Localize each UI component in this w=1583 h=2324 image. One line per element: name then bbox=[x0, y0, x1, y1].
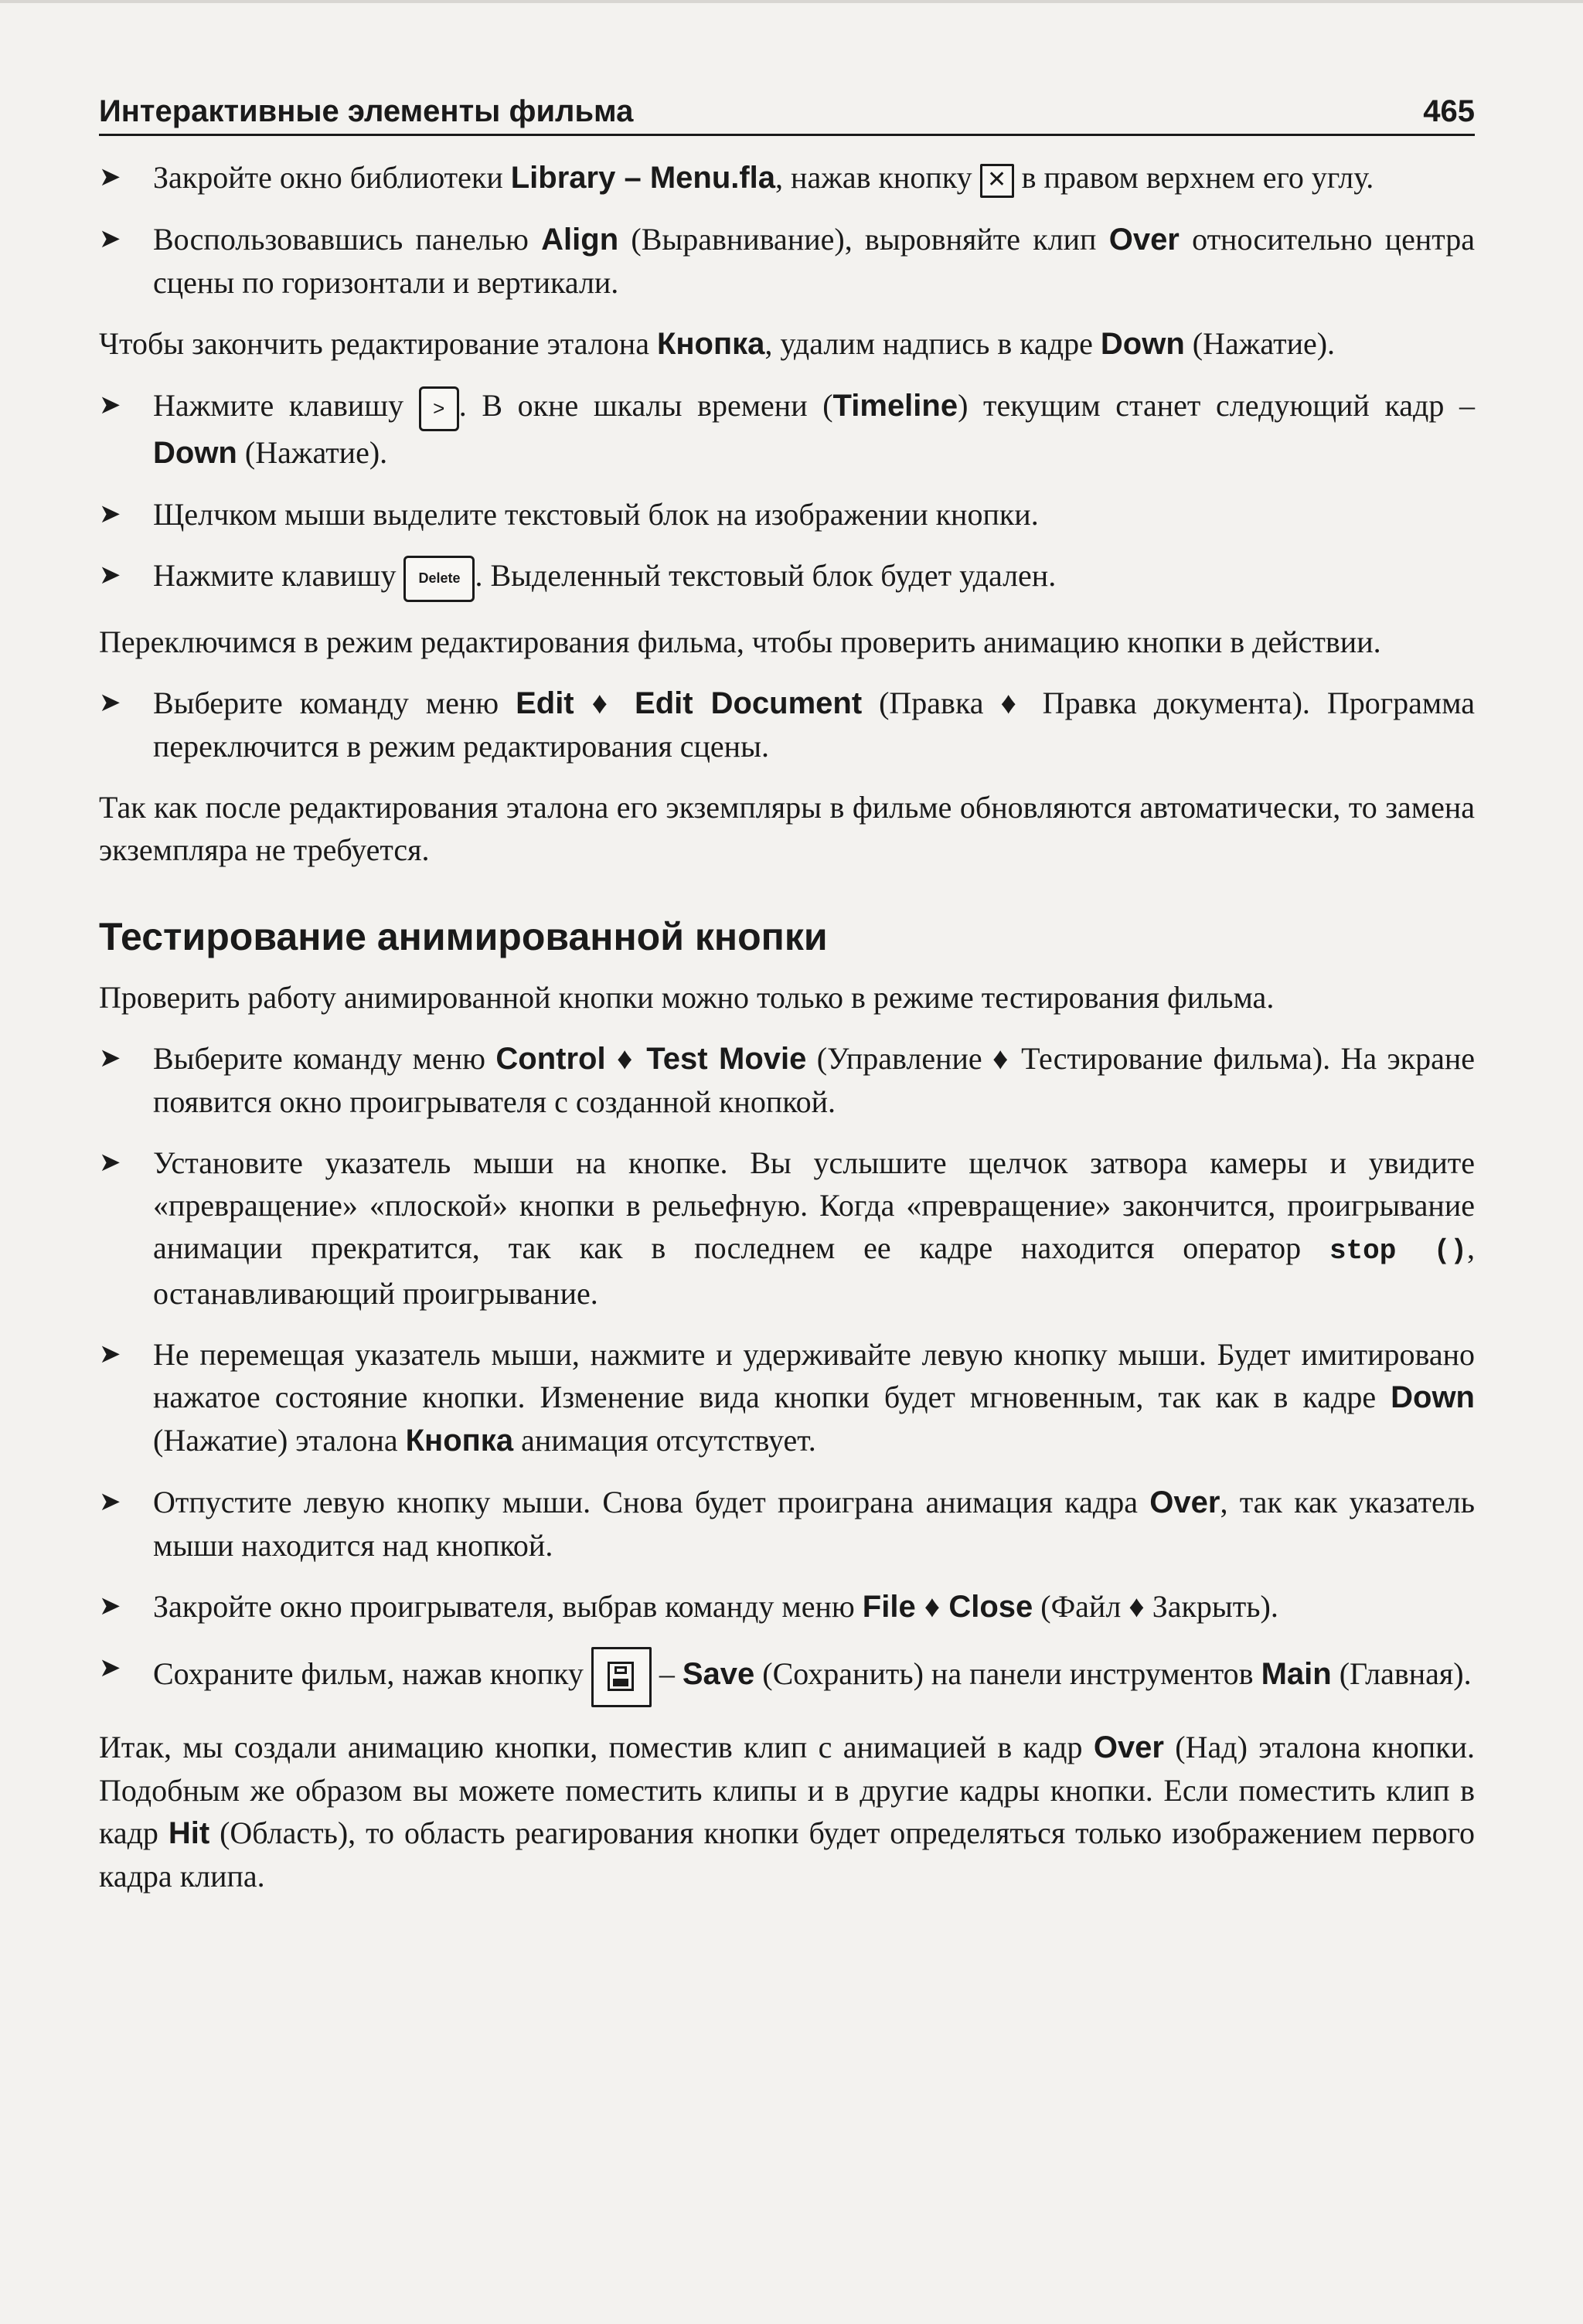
right-arrow-key-icon: > bbox=[419, 386, 459, 431]
list-item bbox=[99, 493, 1475, 536]
arrow-bullet-icon: ➤ bbox=[99, 559, 121, 590]
list-item bbox=[99, 1333, 1475, 1462]
page-content bbox=[99, 156, 1475, 1897]
list-item-text: Установите указатель мыши на кнопке. Вы услышите щелчок затвора камеры и увидите «превращение» «плоской» кнопки в рельефную. Когда «превращение» закончится, проигрывание анимации прекратится, так как в последнем ее кадре находится оператор stop (), останавливающий проигрывание. bbox=[153, 1145, 1476, 1311]
list-item-text: Закройте окно библиотеки Library – Menu.fla, нажав кнопку ✕ в правом верхнем его углу. bbox=[153, 156, 1475, 199]
list-item-text: Отпустите левую кнопку мыши. Снова будет проиграна анимация кадра Over, так как указатель мыши находится над кнопкой. bbox=[153, 1484, 1475, 1563]
list-item-text: Выберите команду меню Edit ♦ Edit Document (Правка ♦ Правка документа). Программа переключится в режим редактирования сцены. bbox=[153, 685, 1475, 764]
list-item bbox=[99, 1481, 1475, 1567]
arrow-bullet-icon: ➤ bbox=[99, 686, 121, 718]
arrow-bullet-icon: ➤ bbox=[99, 1146, 121, 1178]
arrow-bullet-icon: ➤ bbox=[99, 1485, 121, 1517]
list-item-text: Выберите команду меню Control ♦ Test Movie (Управление ♦ Тестирование фильма). На экране появится окно проигрывателя с созданной кнопкой. bbox=[153, 1040, 1475, 1119]
section-heading: Тестирование анимированной кнопки bbox=[99, 914, 828, 958]
paragraph: Переключимся в режим редактирования фильма, чтобы проверить анимацию кнопки в действии. bbox=[99, 624, 1381, 659]
chapter-title: Интерактивные элементы фильма bbox=[99, 94, 634, 128]
list-item-text: Нажмите клавишу Delete . Выделенный текстовый блок будет удален. bbox=[153, 554, 1475, 602]
arrow-bullet-icon: ➤ bbox=[99, 1652, 121, 1683]
arrow-bullet-icon: ➤ bbox=[99, 498, 121, 529]
list-item bbox=[99, 218, 1475, 304]
book-page bbox=[99, 94, 1475, 1916]
arrow-bullet-icon: ➤ bbox=[99, 1338, 121, 1370]
list-item bbox=[99, 156, 1475, 199]
list-item bbox=[99, 1585, 1475, 1628]
list-item bbox=[99, 1647, 1475, 1707]
close-button-icon: ✕ bbox=[980, 164, 1014, 198]
arrow-bullet-icon: ➤ bbox=[99, 1590, 121, 1621]
code-snippet: stop () bbox=[1329, 1234, 1468, 1267]
page-top-edge bbox=[0, 0, 1583, 3]
list-item bbox=[99, 1142, 1475, 1315]
paragraph: Проверить работу анимированной кнопки можно только в режиме тестирования фильма. bbox=[99, 979, 1275, 1015]
arrow-bullet-icon: ➤ bbox=[99, 390, 121, 420]
list-item-text: Нажмите клавишу > . В окне шкалы времени (Timeline) текущим станет следующий кадр – Down (Нажатие). bbox=[153, 384, 1475, 475]
list-item bbox=[99, 1037, 1475, 1123]
running-header bbox=[99, 94, 1475, 136]
paragraph: Итак, мы создали анимацию кнопки, поместив клип с анимацией в кадр Over (Над) эталона кнопки. Подобным же образом вы можете поместить клипы и в другие кадры кнопки. Если поместить клип в кадр Hit (Область), то область реагирования кнопки будет определяться только изображением первого кадра клипа. bbox=[99, 1729, 1476, 1894]
arrow-bullet-icon: ➤ bbox=[99, 162, 121, 192]
page-number: 465 bbox=[1423, 94, 1475, 128]
delete-key-icon: Delete bbox=[403, 556, 475, 602]
arrow-bullet-icon: ➤ bbox=[99, 1042, 121, 1074]
list-item-text: Воспользовавшись панелью Align (Выравнивание), выровняйте клип Over относительно центра сцены по горизонтали и вертикали. bbox=[153, 222, 1475, 300]
list-item-text: Сохраните фильм, нажав кнопку – Save (Сохранить) на панели инструментов Main (Главная). bbox=[153, 1647, 1475, 1707]
list-item bbox=[99, 554, 1475, 602]
paragraph: Так как после редактирования эталона его экземпляры в фильме обновляются автоматически, то замена экземпляра не требуется. bbox=[99, 789, 1475, 867]
paragraph: Чтобы закончить редактирование эталона Кнопка, удалим надпись в кадре Down (Нажатие). bbox=[99, 326, 1336, 361]
list-item-text: Закройте окно проигрывателя, выбрав команду меню File ♦ Close (Файл ♦ Закрыть). bbox=[153, 1588, 1278, 1624]
arrow-bullet-icon: ➤ bbox=[99, 223, 121, 254]
list-item bbox=[99, 384, 1475, 475]
list-item-text: Не перемещая указатель мыши, нажмите и удерживайте левую кнопку мыши. Будет имитировано нажатое состояние кнопки. Изменение вида кнопки будет мгновенным, так как в кадре Down (Нажатие) эталона Кнопка анимация отсутствует. bbox=[153, 1336, 1475, 1458]
list-item-text: Щелчком мыши выделите текстовый блок на изображении кнопки. bbox=[153, 496, 1039, 532]
list-item bbox=[99, 682, 1475, 767]
save-floppy-icon bbox=[591, 1647, 652, 1707]
